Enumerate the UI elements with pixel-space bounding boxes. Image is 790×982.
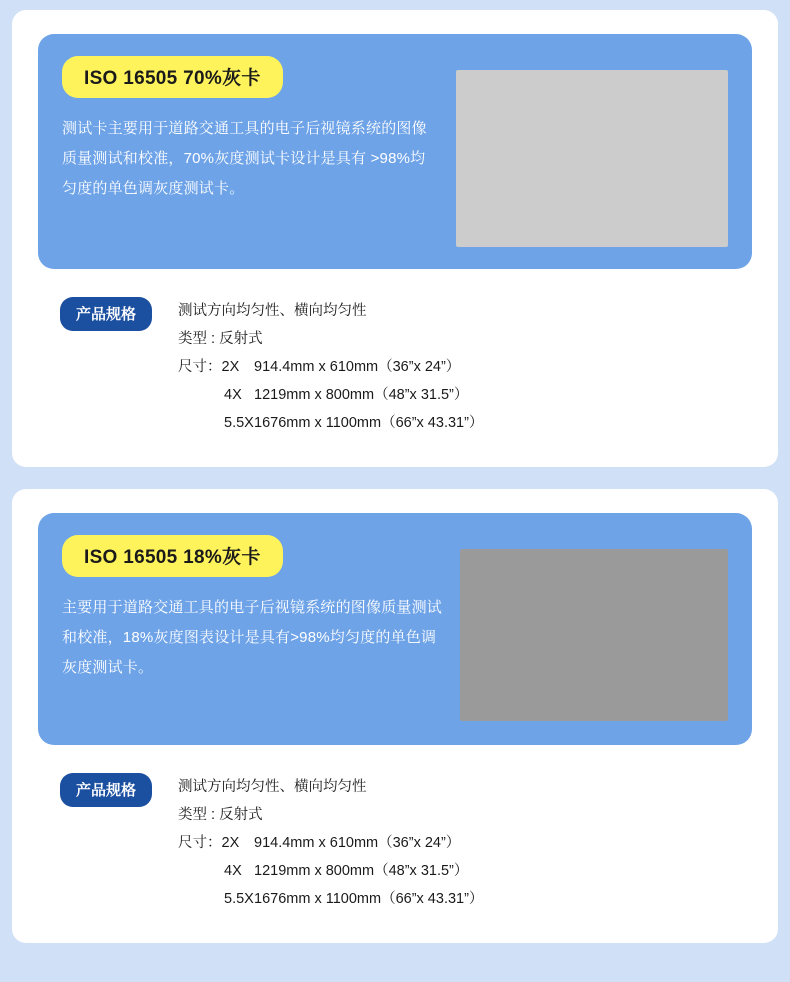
- spec-label-70: 产品规格: [60, 297, 152, 331]
- spec-size-heading-18: [178, 829, 254, 857]
- spec-size-row-70-2: [178, 409, 752, 437]
- spec-size-key-18-2: 5.5X: [224, 891, 254, 907]
- spec-size-value-70-2: 1676mm x 1100mm（66”x 43.31”）: [254, 415, 484, 431]
- spec-uniformity-70: 测试方向均匀性、横向均匀性: [178, 303, 367, 319]
- gray-70-swatch: [456, 70, 728, 247]
- spec-size-heading-70: [178, 353, 254, 381]
- spec-size-row-18-0: [178, 829, 752, 857]
- product-highlight-panel-18: [38, 513, 752, 745]
- spec-size-row-18-1: [178, 857, 752, 885]
- spec-size-key-18-0: 2X: [221, 835, 240, 851]
- spec-size-row-70-0: [178, 353, 752, 381]
- panel-text-18: [62, 535, 460, 683]
- spec-size-key-70-0: 2X: [221, 359, 240, 375]
- product-title-18: ISO 16505 18%灰卡: [62, 535, 283, 577]
- spec-type-18: 类型 : 反射式: [178, 807, 263, 823]
- spec-label-18: 产品规格: [60, 773, 152, 807]
- spec-size-key-70-1: 4X: [224, 387, 242, 403]
- product-description-18: 主要用于道路交通工具的电子后视镜系统的图像质量测试和校准，18%灰度图表设计是具有>98%均匀度的单色调灰度测试卡。: [62, 599, 443, 676]
- product-title-70: ISO 16505 70%灰卡: [62, 56, 283, 98]
- panel-text-70: [62, 56, 456, 204]
- spec-size-row-18-2: [178, 885, 752, 913]
- spec-size-value-18-2: 1676mm x 1100mm（66”x 43.31”）: [254, 891, 484, 907]
- spec-type-70: 类型 : 反射式: [178, 331, 263, 347]
- spec-size-label-18: 尺寸：: [178, 835, 222, 851]
- product-card-18: [12, 489, 778, 943]
- spec-body-70: [178, 297, 752, 437]
- spec-size-value-70-0: 914.4mm x 610mm（36”x 24”）: [254, 359, 461, 375]
- spec-size-value-18-0: 914.4mm x 610mm（36”x 24”）: [254, 835, 461, 851]
- spec-size-key-70-2: 5.5X: [224, 415, 254, 431]
- spec-size-value-70-1: 1219mm x 800mm（48”x 31.5”）: [254, 387, 469, 403]
- spec-size-key-18-1: 4X: [224, 863, 242, 879]
- product-description-70: 测试卡主要用于道路交通工具的电子后视镜系统的图像质量测试和校准，70%灰度测试卡设计是具有 >98%均匀度的单色调灰度测试卡。: [62, 120, 427, 197]
- spec-size-row-70-1: [178, 381, 752, 409]
- product-card-70: [12, 10, 778, 467]
- spec-size-value-18-1: 1219mm x 800mm（48”x 31.5”）: [254, 863, 469, 879]
- spec-body-18: [178, 773, 752, 913]
- spec-size-label-70: 尺寸：: [178, 359, 222, 375]
- product-highlight-panel-70: [38, 34, 752, 269]
- gray-18-swatch: [460, 549, 728, 721]
- spec-uniformity-18: 测试方向均匀性、横向均匀性: [178, 779, 367, 795]
- product-spec-70: [38, 297, 752, 437]
- product-spec-18: [38, 773, 752, 913]
